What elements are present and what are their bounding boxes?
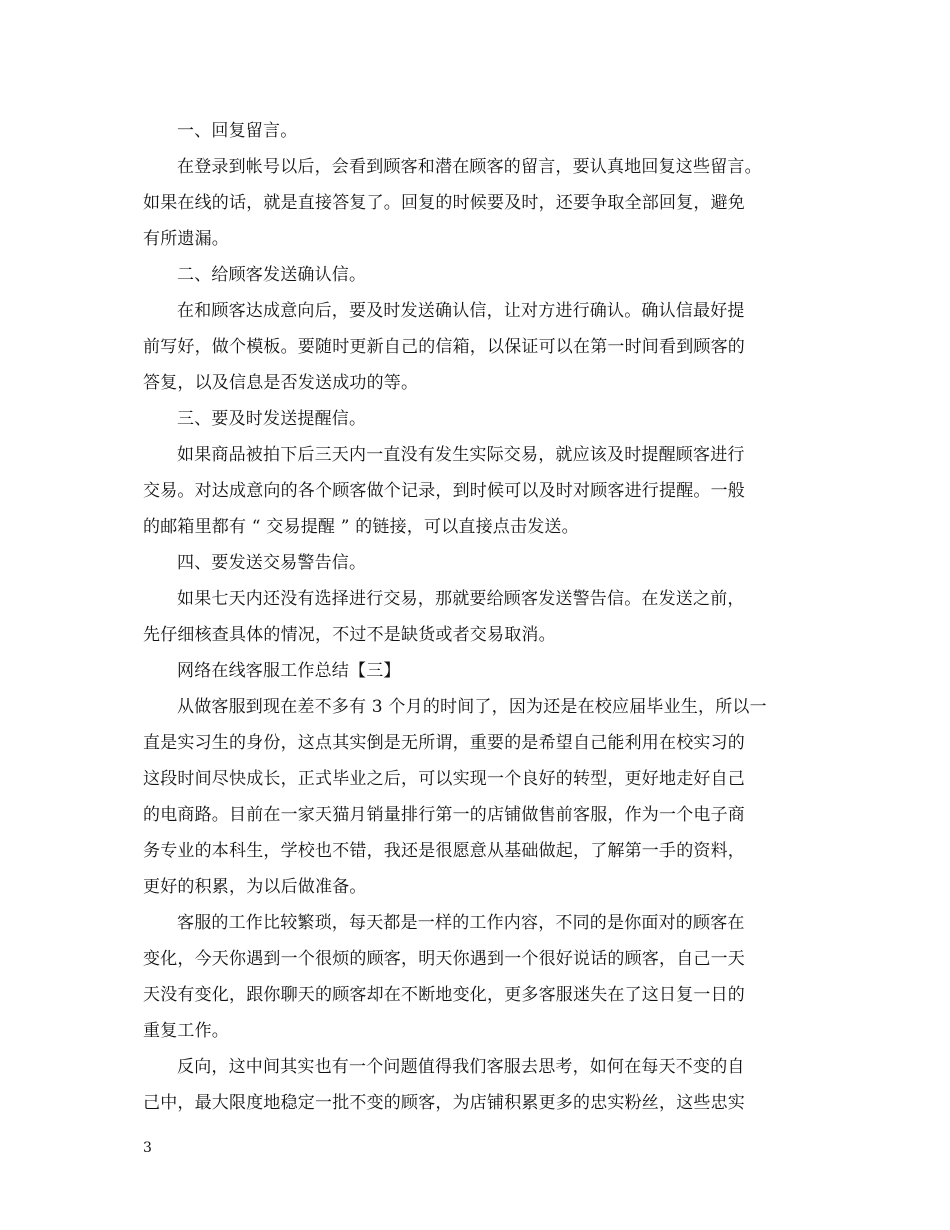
paragraph-line: 有所遗漏。 xyxy=(143,229,229,249)
paragraph-line: 的电商路。目前在一家天猫月销量排行第一的店铺做售前客服，作为一个电子商 xyxy=(143,805,745,825)
paragraph-line: 客服的工作比较繁琐，每天都是一样的工作内容，不同的是你面对的顾客在 xyxy=(177,913,745,933)
heading-send-warning: 四、要发送交易警告信。 xyxy=(177,553,367,573)
heading-reply-messages: 一、回复留言。 xyxy=(177,121,298,141)
paragraph-line: 在登录到帐号以后，会看到顾客和潜在顾客的留言，要认真地回复这些留言。 xyxy=(177,157,762,177)
paragraph-line: 的邮箱里都有 “ 交易提醒 ” 的链接，可以直接点击发送。 xyxy=(143,517,579,537)
paragraph-line: 如果七天内还没有选择进行交易，那就要给顾客发送警告信。在发送之前， xyxy=(177,589,745,609)
paragraph-line: 在和顾客达成意向后，要及时发送确认信，让对方进行确认。确认信最好提 xyxy=(177,301,745,321)
section-title: 网络在线客服工作总结【三】 xyxy=(177,661,401,681)
paragraph-line: 天没有变化，跟你聊天的顾客却在不断地变化，更多客服迷失在了这日复一日的 xyxy=(143,985,745,1005)
paragraph-line: 先仔细核查具体的情况，不过不是缺货或者交易取消。 xyxy=(143,625,556,645)
heading-send-reminder: 三、要及时发送提醒信。 xyxy=(177,409,367,429)
paragraph-line: 如果商品被拍下后三天内一直没有发生实际交易，就应该及时提醒顾客进行 xyxy=(177,445,745,465)
page-number: 3 xyxy=(143,1140,152,1156)
paragraph-line: 交易。对达成意向的各个顾客做个记录，到时候可以及时对顾客进行提醒。一般 xyxy=(143,481,745,501)
paragraph-line: 从做客服到现在差不多有 3 个月的时间了，因为还是在校应届毕业生，所以一 xyxy=(177,697,767,717)
paragraph-line: 如果在线的话，就是直接答复了。回复的时候要及时，还要争取全部回复，避免 xyxy=(143,193,745,213)
paragraph-line: 直是实习生的身份，这点其实倒是无所谓，重要的是希望自己能利用在校实习的 xyxy=(143,733,745,753)
paragraph-line: 前写好，做个模板。要随时更新自己的信箱，以保证可以在第一时间看到顾客的 xyxy=(143,337,745,357)
paragraph-line: 务专业的本科生，学校也不错，我还是很愿意从基础做起，了解第一手的资料， xyxy=(143,841,745,861)
paragraph-line: 己中，最大限度地稳定一批不变的顾客，为店铺积累更多的忠实粉丝，这些忠实 xyxy=(143,1093,745,1113)
paragraph-line: 重复工作。 xyxy=(143,1021,229,1041)
paragraph-line: 变化，今天你遇到一个很烦的顾客，明天你遇到一个很好说话的顾客，自己一天 xyxy=(143,949,745,969)
paragraph-line: 更好的积累，为以后做准备。 xyxy=(143,877,367,897)
paragraph-line: 反向，这中间其实也有一个问题值得我们客服去思考，如何在每天不变的自 xyxy=(177,1057,745,1077)
heading-send-confirmation: 二、给顾客发送确认信。 xyxy=(177,265,367,285)
paragraph-line: 答复，以及信息是否发送成功的等。 xyxy=(143,373,419,393)
paragraph-line: 这段时间尽快成长，正式毕业之后，可以实现一个良好的转型，更好地走好自己 xyxy=(143,769,745,789)
